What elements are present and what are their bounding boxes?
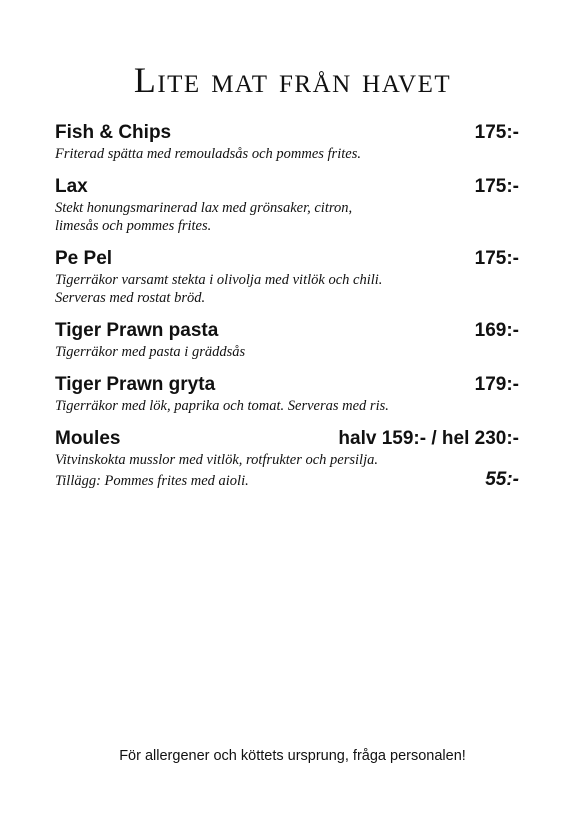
menu-item-price: 175:- <box>474 248 519 269</box>
addon-row <box>55 469 519 491</box>
menu-item <box>55 247 519 307</box>
menu-item-header <box>55 247 519 271</box>
menu-item-name: Tiger Prawn gryta <box>55 374 216 395</box>
menu-item-name: Tiger Prawn pasta <box>55 320 219 341</box>
menu-list <box>55 121 519 503</box>
menu-item-name: Pe Pel <box>55 248 113 269</box>
menu-item <box>55 121 519 163</box>
menu-item <box>55 373 519 415</box>
description-line: Vitvinskokta musslor med vitlök, rotfrukter och persilja. <box>55 452 378 468</box>
addon-text: Tillägg: Pommes frites med aioli. <box>55 473 249 489</box>
menu-item-header <box>55 427 519 451</box>
menu-item-price: 179:- <box>474 374 519 395</box>
allergen-note: För allergener och köttets ursprung, fråga personalen! <box>119 748 466 764</box>
page-title: Lite mat från havet <box>133 60 452 100</box>
addon-price: 55:- <box>485 469 519 490</box>
menu-item-name: Lax <box>55 176 88 197</box>
menu-item <box>55 175 519 235</box>
menu-item-description <box>55 145 519 163</box>
description-line: Tigerräkor med pasta i gräddsås <box>55 344 246 360</box>
menu-item <box>55 319 519 361</box>
menu-item-price: halv 159:- / hel 230:- <box>338 428 519 449</box>
menu-item-name: Fish & Chips <box>55 122 172 143</box>
menu-item-header <box>55 121 519 145</box>
menu-item-description <box>55 397 519 415</box>
menu-item-name: Moules <box>55 428 121 449</box>
menu-item-header <box>55 373 519 397</box>
description-line: limesås och pommes frites. <box>55 218 212 234</box>
menu-item-description <box>55 271 519 307</box>
menu-item-price: 169:- <box>474 320 519 341</box>
menu-item-description <box>55 199 519 235</box>
description-line: Tigerräkor varsamt stekta i olivolja med vitlök och chili. <box>55 272 383 288</box>
menu-item-description <box>55 343 519 361</box>
menu-item-header <box>55 175 519 199</box>
description-line: Stekt honungsmarinerad lax med grönsaker, citron, <box>55 200 353 216</box>
menu-item <box>55 427 519 491</box>
description-line: Tigerräkor med lök, paprika och tomat. Serveras med ris. <box>55 398 389 414</box>
menu-item-header <box>55 319 519 343</box>
description-line: Serveras med rostat bröd. <box>55 290 206 306</box>
description-line: Friterad spätta med remouladsås och pommes frites. <box>55 146 361 162</box>
menu-item-price: 175:- <box>474 122 519 143</box>
menu-item-price: 175:- <box>474 176 519 197</box>
menu-item-description <box>55 451 519 491</box>
